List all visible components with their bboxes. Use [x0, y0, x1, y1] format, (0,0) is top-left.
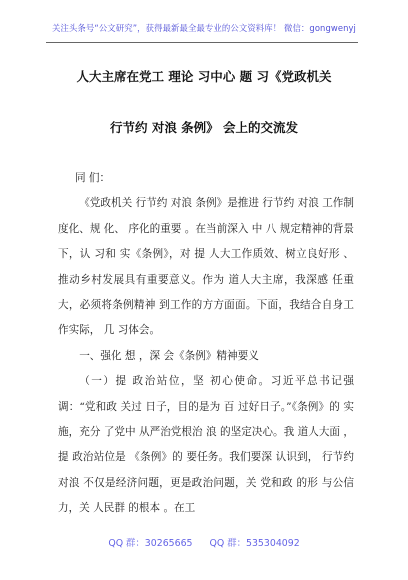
footer-qq-group-1: QQ 群：30265665: [108, 538, 193, 549]
document-body: [58, 166, 354, 522]
paragraph-1: 《党政机关 行节约 对浪 条例》是推进 行节约 对浪 工作制度化、规 化、 序化的重要 。在当前深入 中 八 规定精神的背景下，认 习和 实《条例》，对 提 人大工作质效、树立良好形 、推动乡村发展具有重要意义。作为 道人大主席，我深感 任重大，必须将条例精神 到工作的方方面面。下面，我结合自身工作实际， 几 习体会。: [58, 197, 354, 337]
document-title-line-1: 人大主席在党工 理论 习中心 题 习《党政机关: [76, 69, 332, 84]
footer-qq-groups: [0, 535, 408, 549]
paragraph-2: （一）提 政治站位，坚 初心使命。习近平总书记强调：“党和政 关过 日子，目的是为 百 过好日子。”《条例》的 实施，充分 了党中 从严治党根治 浪 的坚定决心。我 道人大面 ，提 政治站位是 《条例》的 要任务。我们要深 认识到， 行节约 对浪 不仅是经济问题，更是政治问题，关 党和政 的形 与公信力，关 人民群 的根本 。在工: [58, 375, 354, 515]
document-title-line-2: 行节约 对浪 条例》 会上的交流发: [109, 120, 299, 135]
section-heading-1: 一、强化 想 ，深 会《条例》精神要义: [79, 349, 259, 362]
header-banner: 关注头条号“公文研究”，获得最新最全最专业的公文资料库！ 微信：gongwenyj: [52, 23, 356, 33]
salutation: 同 们：: [74, 172, 111, 184]
footer-qq-group-2: QQ 群：535304092: [209, 538, 300, 549]
header-divider: [46, 42, 358, 43]
